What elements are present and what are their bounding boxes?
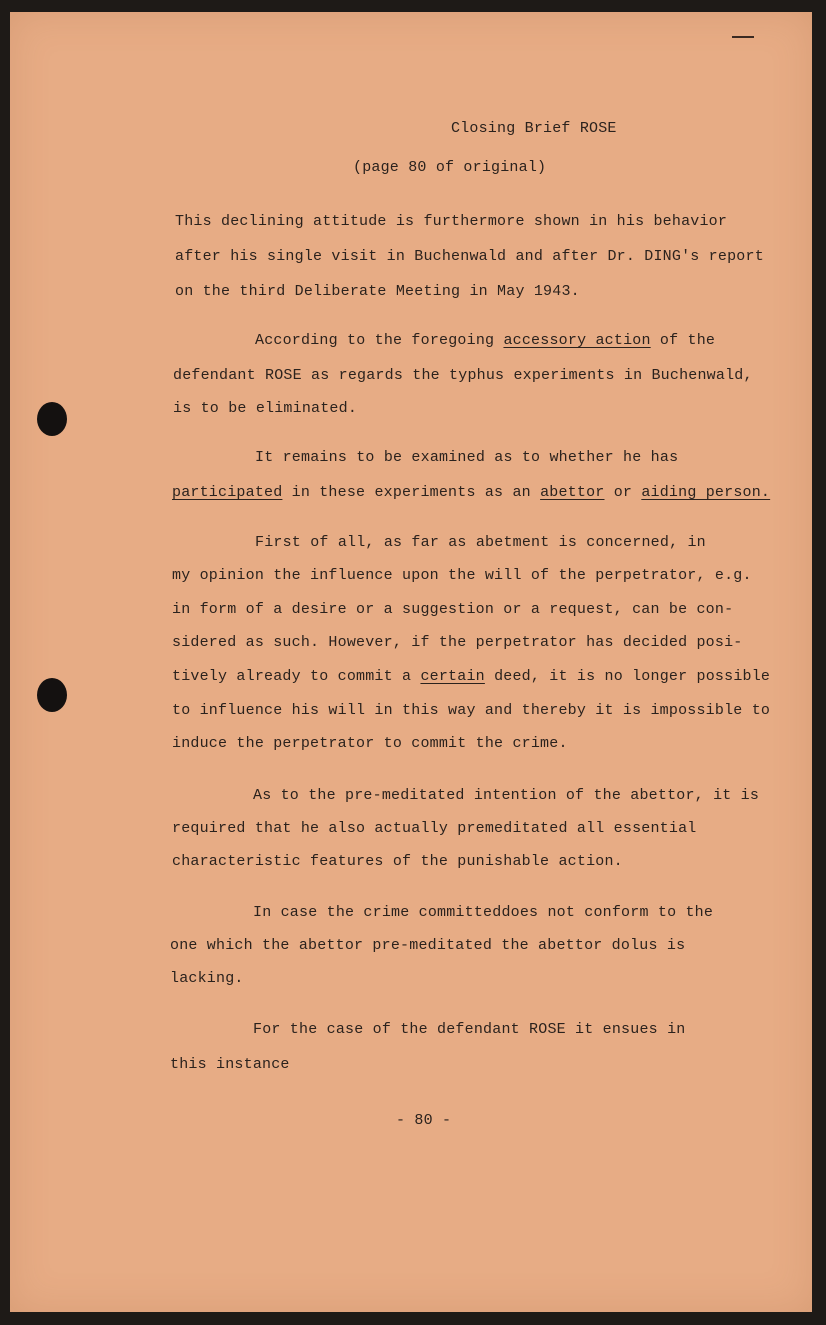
certain-underlined: certain — [420, 668, 485, 685]
paragraph-6-line-3: lacking. — [170, 970, 244, 987]
paragraph-6-line-1: In case the crime committeddoes not conform to the — [253, 904, 714, 921]
punch-hole-bottom — [37, 678, 67, 712]
paragraph-7-line-1: For the case of the defendant ROSE it ensues in — [253, 1021, 686, 1038]
accessory-action-underlined: accessory action — [503, 332, 651, 349]
paragraph-2-line-2: defendant ROSE as regards the typhus experiments in Buchenwald, — [173, 367, 753, 384]
paragraph-7-line-2: this instance — [170, 1056, 290, 1073]
paragraph-4-line-6: to influence his will in this way and thereby it is impossible to — [172, 702, 771, 719]
paragraph-5-line-1: As to the pre-meditated intention of the abettor, it is — [253, 787, 760, 804]
paragraph-3-line-2 — [172, 483, 770, 503]
paragraph-4-line-7: induce the perpetrator to commit the crime. — [172, 735, 568, 752]
abettor-underlined: abettor — [540, 484, 605, 501]
document-subtitle: (page 80 of original) — [353, 159, 547, 176]
paragraph-5-line-2: required that he also actually premeditated all essential — [172, 820, 697, 837]
document-title: Closing Brief ROSE — [451, 120, 617, 137]
participated-underlined: participated — [172, 484, 283, 501]
paragraph-4-line-1: First of all, as far as abetment is concerned, in — [255, 534, 706, 551]
paragraph-3-line-1: It remains to be examined as to whether he has — [255, 449, 679, 466]
page-number: - 80 - — [396, 1112, 452, 1129]
paragraph-2-line-1 — [255, 331, 715, 351]
aiding-person-underlined: aiding person. — [641, 484, 771, 501]
paragraph-1-line-2: after his single visit in Buchenwald and after Dr. DING's report — [175, 248, 764, 265]
paragraph-6-line-2: one which the abettor pre-meditated the abettor dolus is — [170, 937, 686, 954]
paragraph-3-line-2-or: or — [613, 484, 633, 501]
paragraph-4-line-5-start: tively already to commit a — [172, 668, 412, 685]
paragraph-4-line-2: my opinion the influence upon the will of the perpetrator, e.g. — [172, 567, 752, 584]
punch-hole-top — [37, 402, 67, 436]
paragraph-3-line-2-middle: in these experiments as an — [291, 484, 531, 501]
paragraph-4-line-3: in form of a desire or a suggestion or a request, can be con- — [172, 601, 734, 618]
margin-mark — [732, 36, 754, 38]
paragraph-2-line-3: is to be eliminated. — [173, 400, 358, 417]
paragraph-4-line-5-end: deed, it is no longer possible — [494, 668, 771, 685]
paragraph-5-line-3: characteristic features of the punishable action. — [172, 853, 623, 870]
paragraph-4-line-4: sidered as such. However, if the perpetrator has decided posi- — [172, 634, 743, 651]
paragraph-4-line-5 — [172, 667, 770, 687]
paragraph-1-line-1: This declining attitude is furthermore shown in his behavior — [175, 213, 728, 230]
paragraph-2-line-1-end: of the — [659, 332, 716, 349]
paragraph-1-line-3: on the third Deliberate Meeting in May 1943. — [175, 283, 580, 300]
paragraph-2-line-1-start: According to the foregoing — [255, 332, 495, 349]
